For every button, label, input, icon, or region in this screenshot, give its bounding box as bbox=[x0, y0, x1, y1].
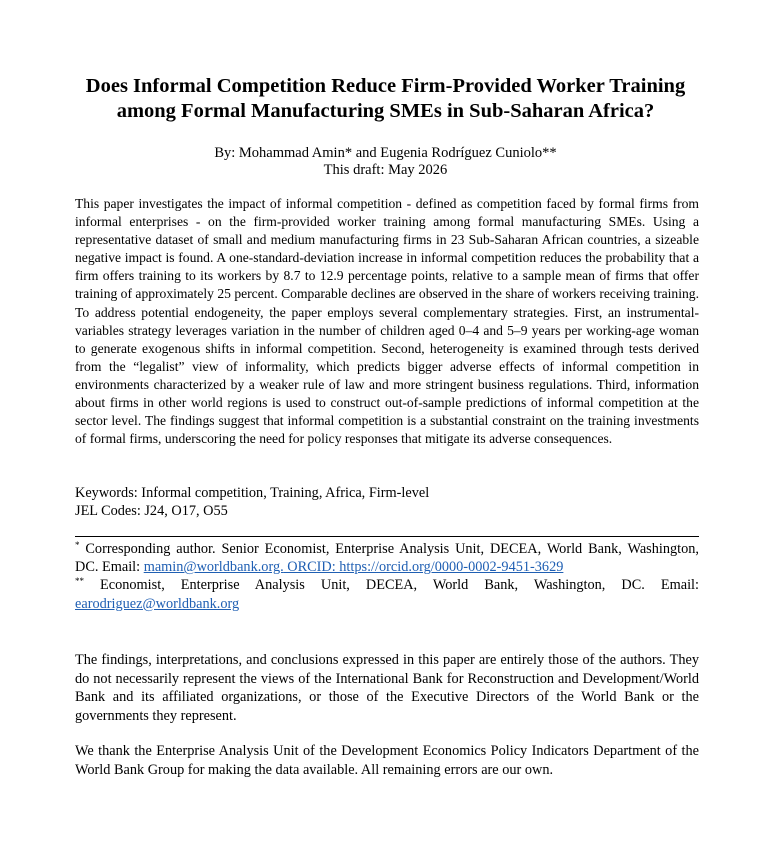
paper-title bbox=[60, 74, 711, 124]
footnote-1 bbox=[75, 540, 699, 576]
footnote-2 bbox=[75, 576, 699, 612]
byline bbox=[60, 145, 711, 179]
email-link-rodriguez[interactable]: earodriguez@worldbank.org bbox=[75, 595, 240, 612]
footnotes bbox=[75, 540, 699, 613]
jel-codes: JEL Codes: J24, O17, O55 bbox=[75, 503, 228, 519]
orcid-link[interactable]: ORCID: https://orcid.org/0000-0002-9451-3629 bbox=[283, 559, 564, 576]
title-line-1: Does Informal Competition Reduce Firm-Provided Worker Training bbox=[85, 75, 686, 97]
authors: By: Mohammad Amin* and Eugenia Rodríguez Cuniolo** bbox=[214, 145, 557, 161]
title-line-2: among Formal Manufacturing SMEs in Sub-Saharan Africa? bbox=[116, 100, 655, 122]
footnote-1-marker: * bbox=[75, 540, 80, 550]
footnote-1-text: Corresponding author. Senior Economist, Enterprise Analysis Unit, DECEA, World Bank, Washington, DC. Email: bbox=[75, 541, 699, 576]
abstract: This paper investigates the impact of informal competition - defined as competition faced by formal firms from informal enterprises - on the firm-provided worker training among formal manufacturing SMEs. Using a representative dataset of small and medium manufacturing firms in 23 Sub-Saharan African countries, a sizeable negative impact is found. A one-standard-deviation increase in informal competition reduces the probability that a firm offers training to its workers by 8.7 to 12.9 percentage points, relative to a sample mean of firms that offer training of approximately 25 percent. Comparable declines are observed in the share of workers receiving training. To address potential endogeneity, the paper employs several complementary strategies. First, an instrumental-variables strategy leverages variation in the number of children aged 0–4 and 5–9 years per working-age woman to generate exogenous shifts in informal competition. Second, heterogeneity is examined through tests derived from the “legalist” view of informality, which predicts bigger adverse effects of informal competition in environments characterized by a weaker rule of law and more stringent business regulations. Third, information about firms in other world regions is used to construct out-of-sample predictions of informal competition at the sector level. The findings suggest that informal competition is a substantial constraint on the training investments of formal firms, underscoring the need for policy responses that mitigate its adverse consequences. bbox=[75, 196, 699, 447]
draft-date: This draft: May 2026 bbox=[323, 162, 448, 178]
keywords-block bbox=[75, 484, 699, 520]
footnote-2-text: Economist, Enterprise Analysis Unit, DECEA, World Bank, Washington, DC. Email: bbox=[84, 577, 699, 594]
disclaimer-paragraph: The findings, interpretations, and conclusions expressed in this paper are entirely those of the authors. They do not necessarily represent the views of the International Bank for Reconstruction and Development/World Bank and its affiliated organizations, or those of the Executive Directors of the World Bank or the governments they represent. bbox=[75, 652, 699, 724]
acknowledgements-paragraph: We thank the Enterprise Analysis Unit of the Development Economics Policy Indicators Department of the World Bank Group for making the data available. All remaining errors are our own. bbox=[75, 743, 699, 778]
email-link-amin[interactable]: mamin@worldbank.org. bbox=[143, 559, 284, 576]
footnote-2-marker: ** bbox=[75, 576, 84, 587]
footnote-divider bbox=[75, 536, 699, 537]
keywords: Keywords: Informal competition, Training, Africa, Firm-level bbox=[75, 485, 430, 501]
